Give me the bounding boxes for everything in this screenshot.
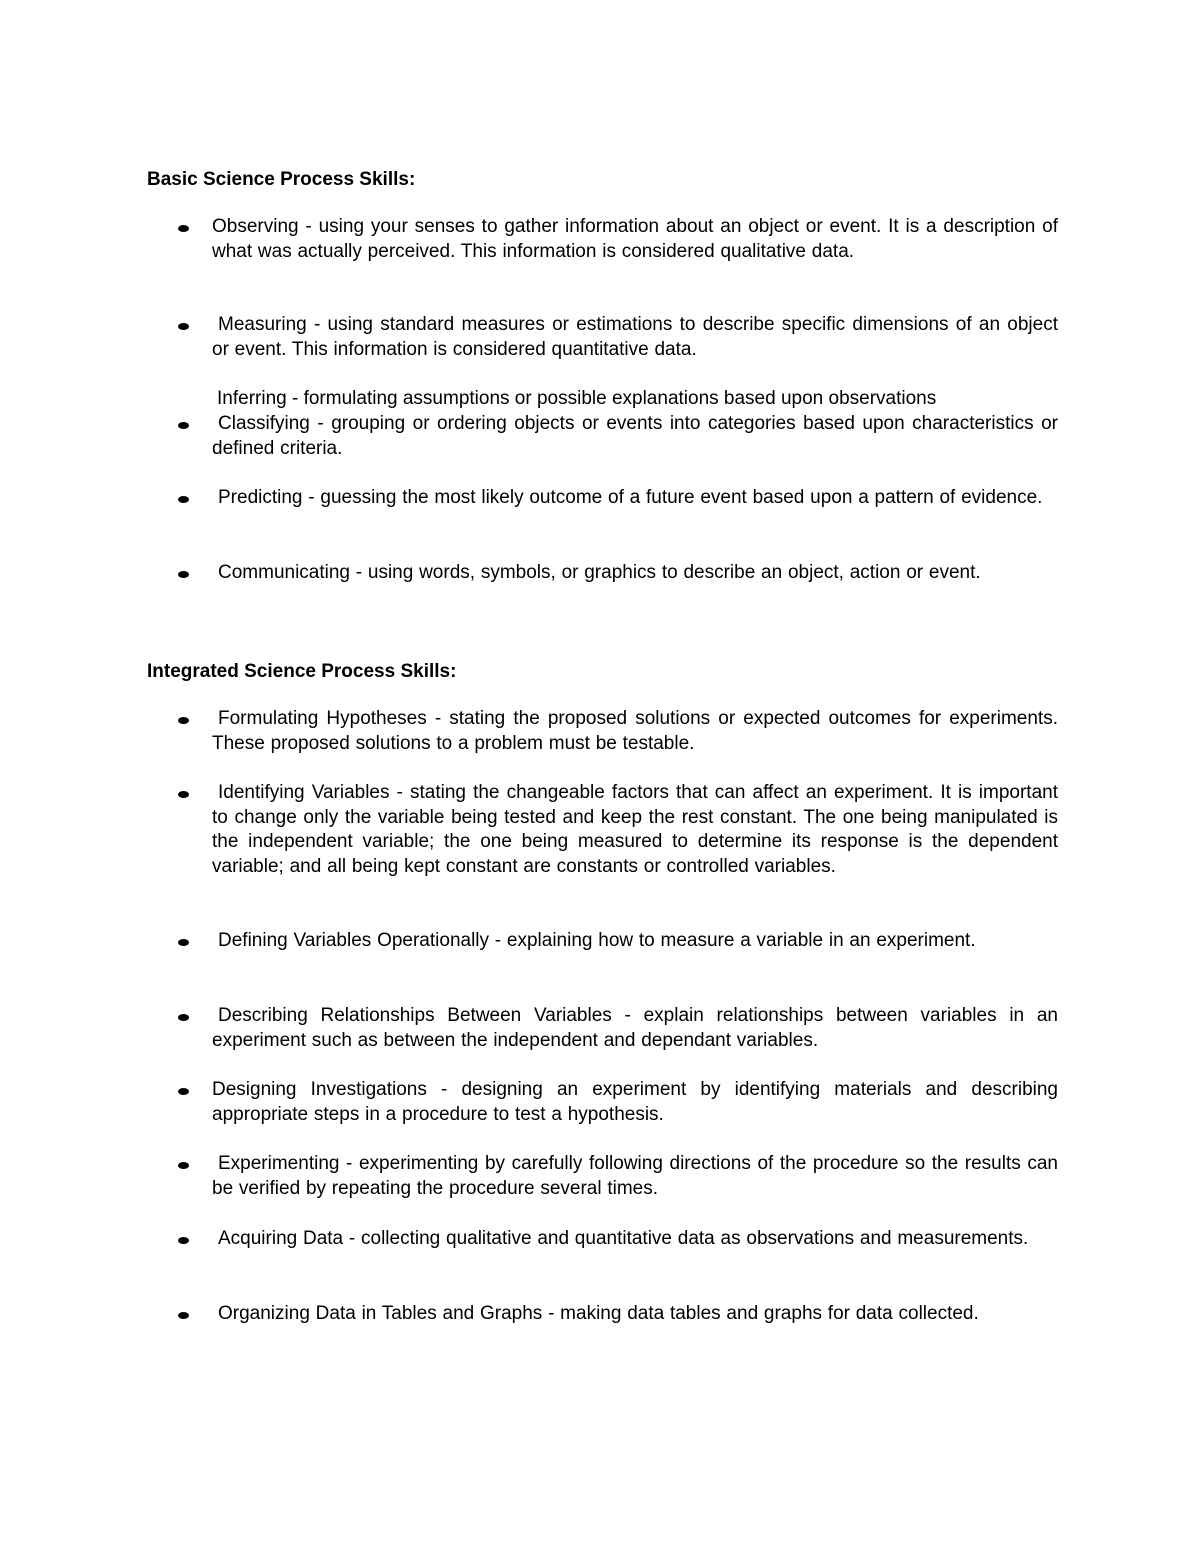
bullet-icon <box>178 1014 189 1021</box>
list-item-identifying-variables: Identifying Variables - stating the changeable factors that can affect an experiment. It is important to change only the variable being tested and keep the rest constant. The one being manipulated is the independent variable; the one being measured to determine its response is the dependent variable; and all being kept constant are constants or controlled variables. <box>212 782 1058 877</box>
list-item-formulating-hypotheses: Formulating Hypotheses - stating the proposed solutions or expected outcomes for experiments. These proposed solutions to a problem must be testable. <box>212 708 1058 754</box>
basic-skills-heading: Basic Science Process Skills: <box>147 169 416 190</box>
list-item-communicating: Communicating - using words, symbols, or graphics to describe an object, action or event. <box>218 562 981 583</box>
bullet-icon <box>178 1237 189 1244</box>
list-item-predicting: Predicting - guessing the most likely outcome of a future event based upon a pattern of evidence. <box>218 487 1043 508</box>
list-item-acquiring-data: Acquiring Data - collecting qualitative and quantitative data as observations and measurements. <box>218 1228 1029 1249</box>
bullet-icon <box>178 1162 189 1169</box>
bullet-icon <box>178 323 189 330</box>
list-item-classifying: Classifying - grouping or ordering objects or events into categories based upon characteristics or defined criteria. <box>212 413 1058 459</box>
bullet-icon <box>178 1312 189 1319</box>
list-item-measuring: Measuring - using standard measures or estimations to describe specific dimensions of an object or event. This information is considered quantitative data. <box>212 314 1058 360</box>
bullet-icon <box>178 1088 189 1095</box>
bullet-icon <box>178 939 189 946</box>
bullet-icon <box>178 225 189 232</box>
list-item-designing-investigations: Designing Investigations - designing an experiment by identifying materials and describing appropriate steps in a procedure to test a hypothesis. <box>212 1079 1058 1125</box>
bullet-icon <box>178 496 189 503</box>
list-item-describing-relationships: Describing Relationships Between Variables - explain relationships between variables in an experiment such as between the independent and dependant variables. <box>212 1005 1058 1051</box>
list-item-experimenting: Experimenting - experimenting by carefully following directions of the procedure so the results can be verified by repeating the procedure several times. <box>212 1153 1058 1199</box>
integrated-skills-heading: Integrated Science Process Skills: <box>147 661 457 682</box>
list-item-observing: Observing - using your senses to gather information about an object or event. It is a description of what was actually perceived. This information is considered qualitative data. <box>212 216 1058 262</box>
list-item-organizing-data: Organizing Data in Tables and Graphs - making data tables and graphs for data collected. <box>218 1303 979 1324</box>
bullet-icon <box>178 571 189 578</box>
list-item-defining-variables: Defining Variables Operationally - explaining how to measure a variable in an experiment. <box>218 930 976 951</box>
bullet-icon <box>178 717 189 724</box>
inferring-line: Inferring - formulating assumptions or possible explanations based upon observations <box>217 388 937 409</box>
bullet-icon <box>178 791 189 798</box>
bullet-icon <box>178 422 189 429</box>
